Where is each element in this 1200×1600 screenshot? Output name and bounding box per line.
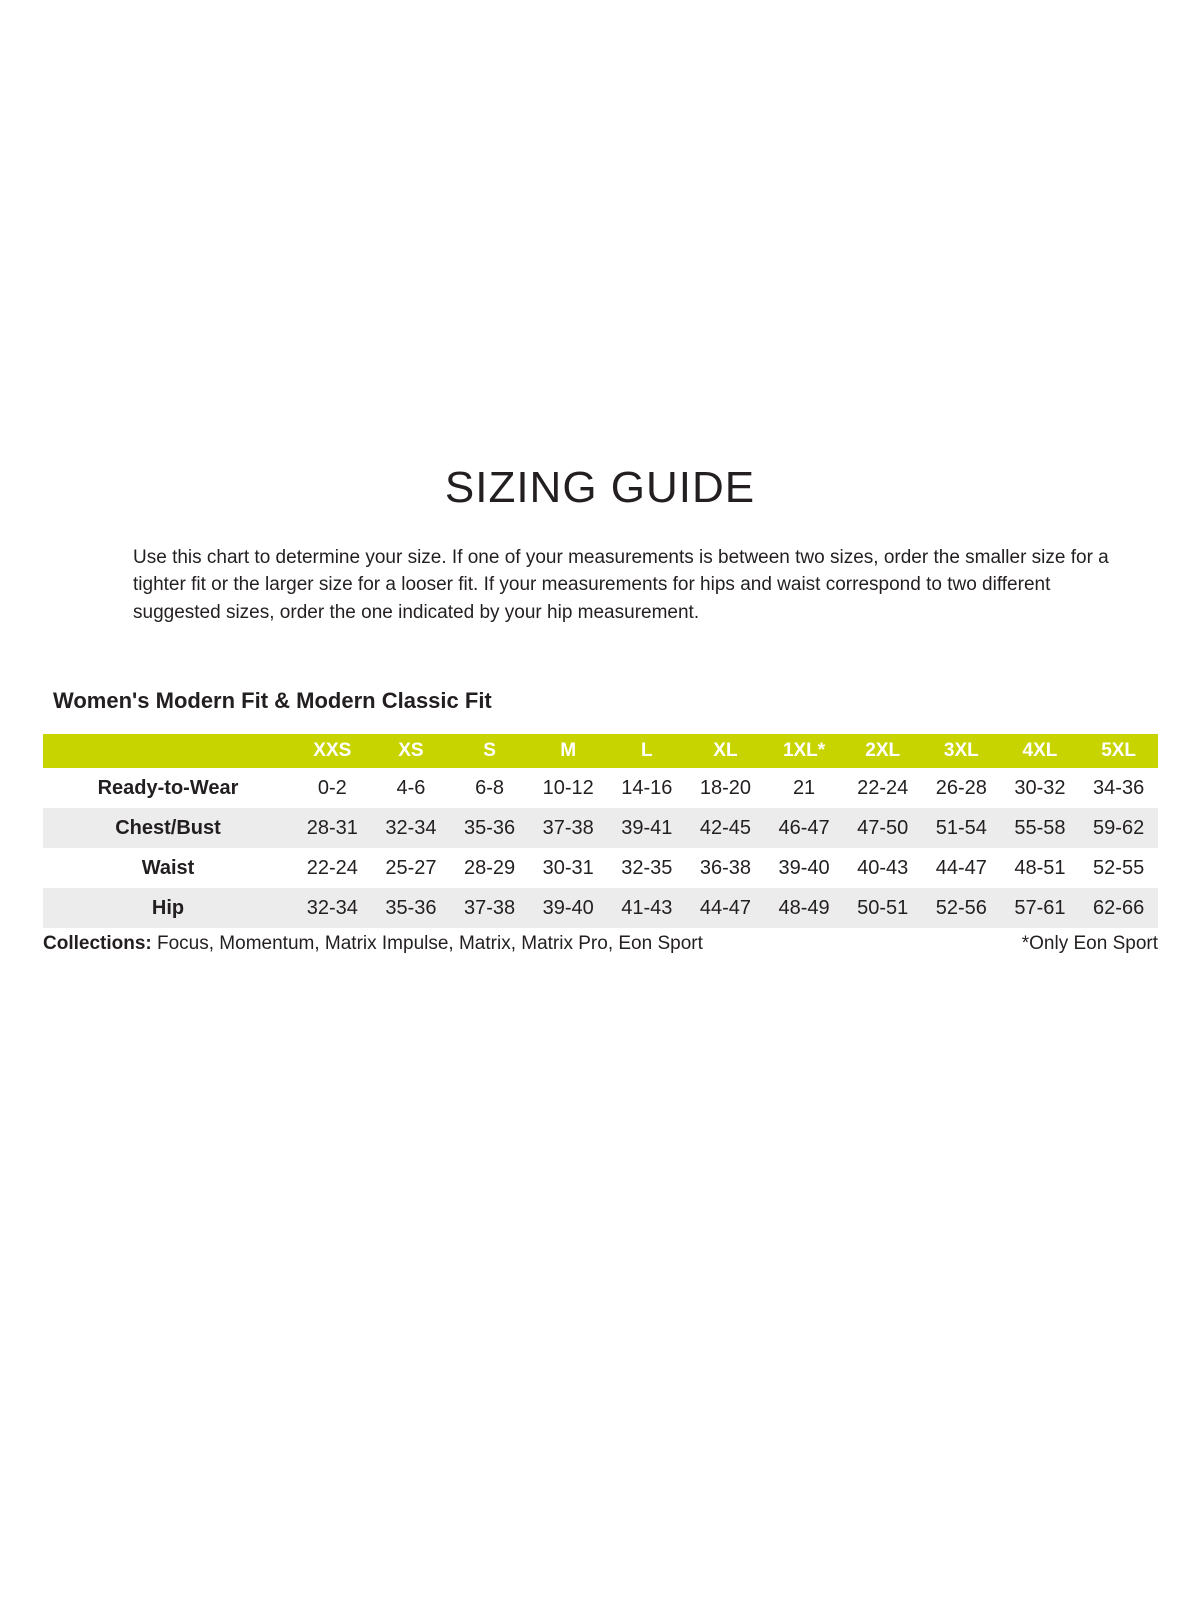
footnote-only-eon-sport: *Only Eon Sport xyxy=(1021,933,1158,955)
size-cell: 10-12 xyxy=(542,776,594,799)
size-cell: 35-36 xyxy=(463,816,516,839)
size-cell: 22-24 xyxy=(306,856,358,879)
size-cell: 32-34 xyxy=(306,896,358,919)
size-column-header: XXS xyxy=(293,734,372,768)
size-cell: 39-41 xyxy=(621,816,673,839)
size-cell: 47-50 xyxy=(857,816,909,839)
size-column-header: M xyxy=(529,734,608,768)
size-cell: 36-38 xyxy=(699,856,752,879)
size-cell: 62-66 xyxy=(1093,896,1145,919)
size-cell: 59-62 xyxy=(1093,816,1145,839)
size-column-header: XS xyxy=(372,734,451,768)
collections-note xyxy=(43,933,703,955)
row-label: Waist xyxy=(141,856,195,879)
size-column-header: L xyxy=(608,734,687,768)
size-cell: 28-29 xyxy=(463,856,516,879)
size-cell: 57-61 xyxy=(1014,896,1066,919)
size-cell: 32-35 xyxy=(621,856,673,879)
size-cell: 21 xyxy=(792,776,816,799)
row-label: Hip xyxy=(151,896,185,919)
table-footnotes xyxy=(43,933,1158,955)
size-column-header: S xyxy=(450,734,529,768)
collections-list: Focus, Momentum, Matrix Impulse, Matrix, Matrix Pro, Eon Sport xyxy=(151,933,703,955)
size-cell: 4-6 xyxy=(396,776,426,799)
size-cell: 42-45 xyxy=(699,816,752,839)
page-title: SIZING GUIDE xyxy=(444,463,756,512)
size-chart-table xyxy=(43,734,1158,928)
table-row-ready-to-wear xyxy=(43,768,1158,808)
size-cell: 51-54 xyxy=(935,816,987,839)
size-cell: 30-31 xyxy=(542,856,594,879)
size-cell: 37-38 xyxy=(463,896,516,919)
size-cell: 44-47 xyxy=(935,856,987,879)
size-cell: 18-20 xyxy=(699,776,752,799)
size-column-header: 5XL xyxy=(1079,734,1158,768)
size-cell: 35-36 xyxy=(385,896,437,919)
size-cell: 52-55 xyxy=(1093,856,1145,879)
size-cell: 39-40 xyxy=(542,896,594,919)
size-cell: 22-24 xyxy=(857,776,909,799)
size-cell: 28-31 xyxy=(306,816,358,839)
size-cell: 32-34 xyxy=(385,816,437,839)
size-column-header: 3XL xyxy=(922,734,1001,768)
size-cell: 6-8 xyxy=(475,776,505,799)
corner-cell xyxy=(43,734,293,768)
size-cell: 26-28 xyxy=(935,776,987,799)
row-label: Chest/Bust xyxy=(115,816,221,839)
size-column-header: 2XL xyxy=(843,734,922,768)
size-cell: 55-58 xyxy=(1014,816,1066,839)
table-row-waist xyxy=(43,848,1158,888)
size-cell: 40-43 xyxy=(857,856,909,879)
size-cell: 48-51 xyxy=(1014,856,1066,879)
size-cell: 39-40 xyxy=(778,856,830,879)
size-cell: 48-49 xyxy=(778,896,830,919)
size-cell: 25-27 xyxy=(385,856,437,879)
intro-paragraph: Use this chart to determine your size. If one of your measurements is between two sizes, order the smaller size for a tighter fit or the larger size for a looser fit. If your measurements for hips and waist correspond to two different suggested sizes, order the one indicated by your hip measurement. xyxy=(133,546,1109,623)
size-cell: 52-56 xyxy=(935,896,987,919)
size-column-header: 1XL* xyxy=(765,734,844,768)
section-heading: Women's Modern Fit & Modern Classic Fit xyxy=(53,687,492,713)
table-row-hip xyxy=(43,888,1158,928)
size-cell: 41-43 xyxy=(621,896,673,919)
size-cell: 34-36 xyxy=(1093,776,1145,799)
size-cell: 0-2 xyxy=(317,776,347,799)
size-column-header: 4XL xyxy=(1001,734,1080,768)
size-cell: 46-47 xyxy=(778,816,830,839)
size-cell: 37-38 xyxy=(542,816,594,839)
collections-label: Collections: xyxy=(43,933,152,955)
size-cell: 30-32 xyxy=(1014,776,1066,799)
size-cell: 14-16 xyxy=(621,776,673,799)
size-cell: 44-47 xyxy=(699,896,752,919)
size-chart-header-row xyxy=(43,734,1158,768)
size-column-header: XL xyxy=(686,734,765,768)
size-cell: 50-51 xyxy=(857,896,909,919)
table-row-chest-bust xyxy=(43,808,1158,848)
row-label: Ready-to-Wear xyxy=(97,776,239,799)
